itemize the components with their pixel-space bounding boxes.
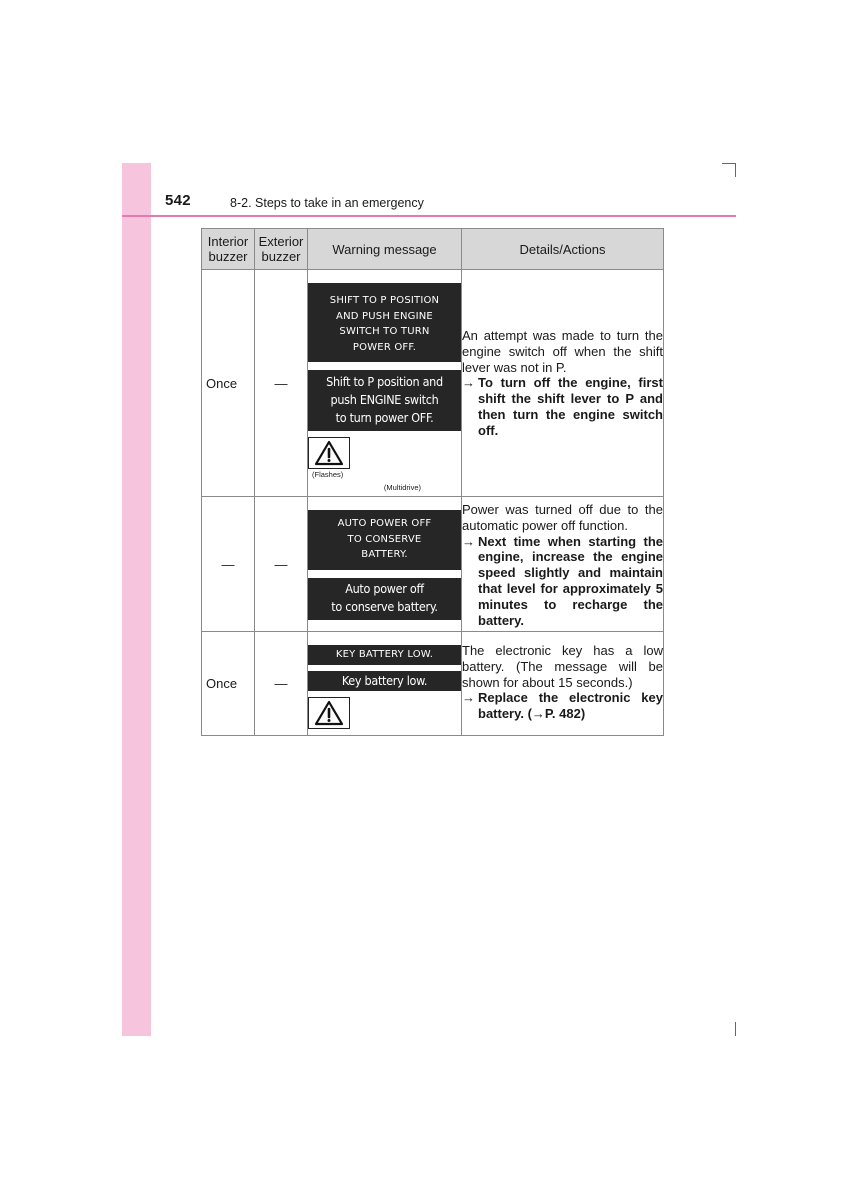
interior-buzzer-cell: — (202, 497, 255, 632)
lcd-line: POWER OFF. (352, 341, 417, 353)
header-rule (122, 215, 736, 217)
warning-triangle-icon (308, 437, 350, 469)
column-header-message: Warning message (308, 229, 462, 270)
lcd-message-caps (308, 510, 461, 570)
warning-icon-group (308, 437, 461, 479)
arrow-icon: → (462, 690, 475, 706)
interior-buzzer-cell: Once (202, 632, 255, 736)
exterior-buzzer-cell: — (255, 497, 308, 632)
lcd-line: to conserve battery. (331, 599, 438, 614)
crop-mark (735, 1022, 736, 1036)
action-text: To turn off the engine, first shift the shift lever to P and then turn the engine switch off. (478, 375, 663, 438)
column-header-line: buzzer (208, 249, 248, 264)
exterior-buzzer-cell: — (255, 270, 308, 497)
details-cell (462, 270, 664, 497)
warning-triangle-icon (308, 697, 350, 729)
column-header-exterior (255, 229, 308, 270)
side-strip (122, 163, 151, 1036)
lcd-line: Key battery low. (341, 673, 428, 688)
arrow-icon: → (462, 533, 475, 549)
exterior-buzzer-cell: — (255, 632, 308, 736)
crop-mark (735, 163, 736, 177)
details-cell (462, 632, 664, 736)
table-row (202, 270, 664, 497)
lcd-line: BATTERY. (361, 549, 408, 561)
lcd-message-caps (308, 645, 461, 665)
lcd-line: SHIFT TO P POSITION (329, 295, 440, 306)
multidrive-note: (Multidrive) (383, 483, 421, 492)
warning-icon-group (308, 697, 461, 729)
lcd-message-multi (308, 671, 461, 691)
table-row (202, 632, 664, 736)
details-cell (462, 497, 664, 632)
crop-mark (722, 163, 736, 164)
column-header-line: Interior (207, 234, 249, 249)
lcd-line: AUTO POWER OFF (337, 518, 432, 529)
lcd-line: AND PUSH ENGINE (336, 310, 433, 322)
action-item (462, 690, 663, 722)
lcd-line: Auto power off (345, 581, 424, 596)
arrow-icon: → (462, 375, 475, 391)
section-title: 8-2. Steps to take in an emergency (230, 196, 424, 210)
warning-message-cell (308, 270, 462, 497)
action-item (462, 375, 663, 438)
flashes-note: (Flashes) (312, 470, 344, 479)
detail-text: The electronic key has a low battery. (The message will be shown for about 15 seconds.) (462, 643, 663, 690)
lcd-message-multi (308, 370, 461, 431)
action-text: Next time when starting the engine, increase the engine speed slightly and maintain that level for approximately 5 minutes to recharge the battery. (478, 533, 663, 628)
warning-message-cell (308, 497, 462, 632)
table-header-row (202, 229, 664, 270)
column-header-details: Details/Actions (462, 229, 664, 270)
table-row (202, 497, 664, 632)
lcd-line: to turn power OFF. (335, 410, 434, 425)
lcd-line: TO CONSERVE (347, 533, 422, 545)
action-item (462, 534, 663, 629)
lcd-message-caps (308, 283, 461, 362)
warning-message-cell (308, 632, 462, 736)
detail-text: An attempt was made to turn the engine switch off when the shift lever was not in P. (462, 328, 663, 375)
interior-buzzer-cell: Once (202, 270, 255, 497)
column-header-line: Exterior (258, 234, 304, 249)
column-header-line: buzzer (261, 249, 301, 264)
action-text: Replace the electronic key battery. (→P. 482) (478, 690, 663, 722)
lcd-message-multi (308, 578, 461, 620)
warning-table (201, 228, 664, 736)
lcd-line: SWITCH TO TURN (339, 326, 430, 338)
detail-text: Power was turned off due to the automatic power off function. (462, 502, 663, 533)
lcd-line: push ENGINE switch (330, 392, 439, 407)
page-number: 542 (165, 192, 191, 209)
lcd-line: Shift to P position and (326, 374, 443, 389)
lcd-line: KEY BATTERY LOW. (335, 649, 434, 660)
column-header-interior (202, 229, 255, 270)
